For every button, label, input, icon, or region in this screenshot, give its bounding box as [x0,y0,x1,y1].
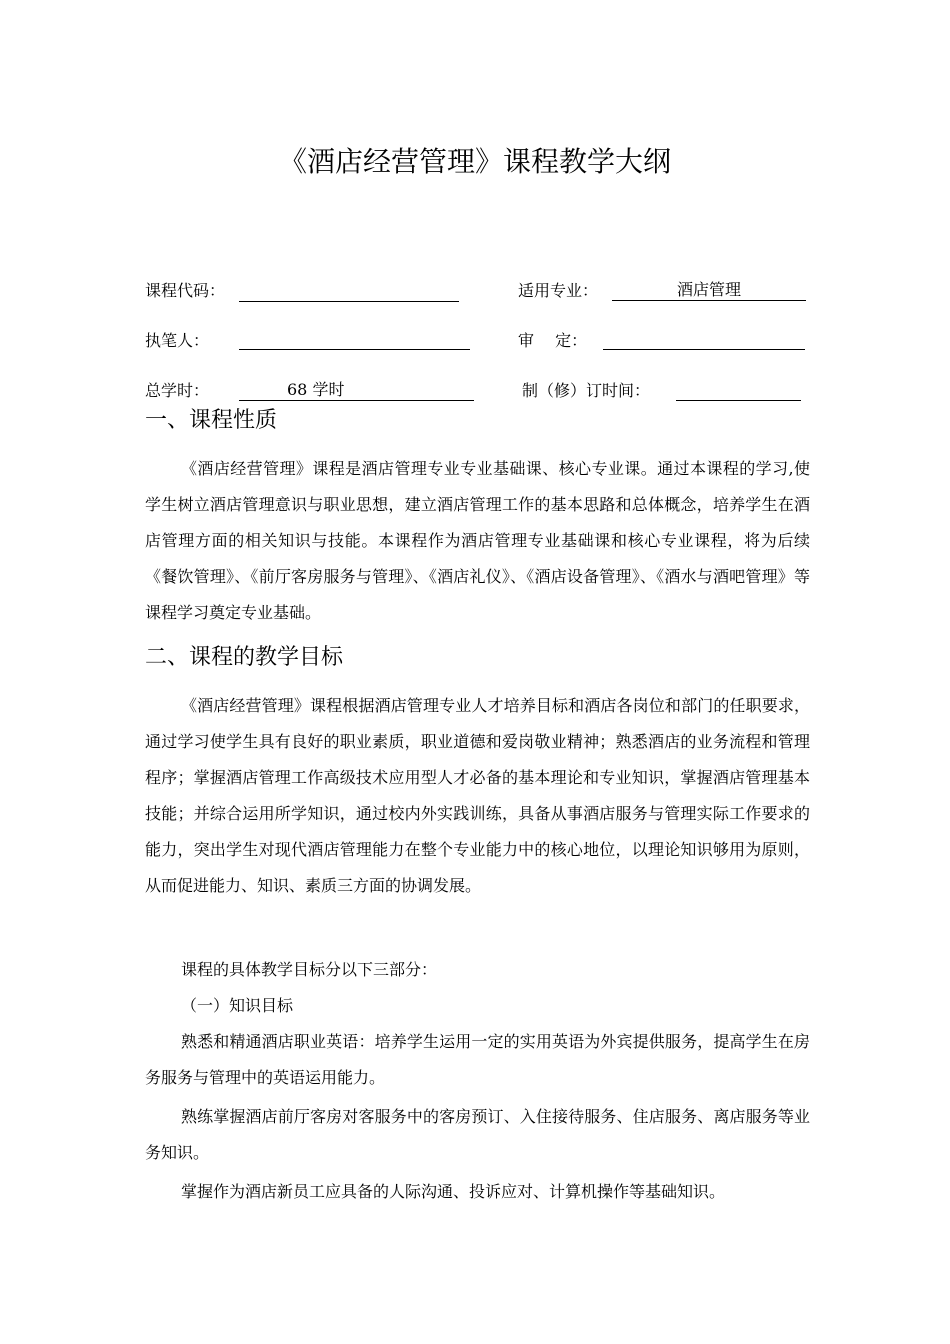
major-value: 酒店管理 [612,280,806,301]
major-label: 适用专业： [518,281,599,300]
review-label: 审 定： [518,331,588,350]
knowledge-objectives-heading: （一）知识目标 [181,996,294,1015]
hours-label: 总学时： [145,381,210,400]
knowledge-item-english: 熟悉和精通酒店职业英语：培养学生运用一定的实用英语为外宾提供服务，提高学生在房务服务与管理中的英语运用能力。 [145,1032,810,1087]
author-value [239,329,470,350]
section-heading-nature: 一、课程性质 [145,408,278,433]
section-paragraph-nature: 《酒店经营管理》课程是酒店管理专业专业基础课、核心专业课。通过本课程的学习,使学生树立酒店管理意识与职业思想，建立酒店管理工作的基本思路和总体概念，培养学生在酒店管理方面的相关知识与技能。本课程作为酒店管理专业基础课和核心专业课程，将为后续《餐饮管理》、《前厅客房服务与管理》、《酒店礼仪》、《酒店设备管理》、《酒水与酒吧管理》等课程学习奠定专业基础。 [145,459,810,622]
section-paragraph-objectives: 《酒店经营管理》课程根据酒店管理专业人才培养目标和酒店各岗位和部门的任职要求，通过学习使学生具有良好的职业素质，职业道德和爱岗敬业精神；熟悉酒店的业务流程和管理程序；掌握酒店管理工作高级技术应用型人才必备的基本理论和专业知识，掌握酒店管理基本技能；并综合运用所学知识，通过校内外实践训练，具备从事酒店服务与管理实际工作要求的能力，突出学生对现代酒店管理能力在整个专业能力中的核心地位，以理论知识够用为原则，从而促进能力、知识、素质三方面的协调发展。 [145,696,810,895]
hours-value: 68 学时 [239,380,474,401]
objectives-intro: 课程的具体教学目标分以下三部分： [181,960,438,979]
review-value [603,329,805,350]
revision-label: 制（修）订时间： [522,381,651,400]
section-heading-objectives: 二、课程的教学目标 [145,645,344,670]
course-code-value [239,281,459,302]
knowledge-item-basics: 掌握作为酒店新员工应具备的人际沟通、投诉应对、计算机操作等基础知识。 [181,1182,726,1201]
author-label: 执笔人： [145,331,210,350]
document-title: 《酒店经营管理》课程教学大纲 [278,145,671,178]
revision-value [676,380,801,401]
course-code-label: 课程代码： [145,281,226,300]
knowledge-item-front-office: 熟练掌握酒店前厅客房对客服务中的客房预订、入住接待服务、住店服务、离店服务等业务知识。 [145,1107,810,1162]
